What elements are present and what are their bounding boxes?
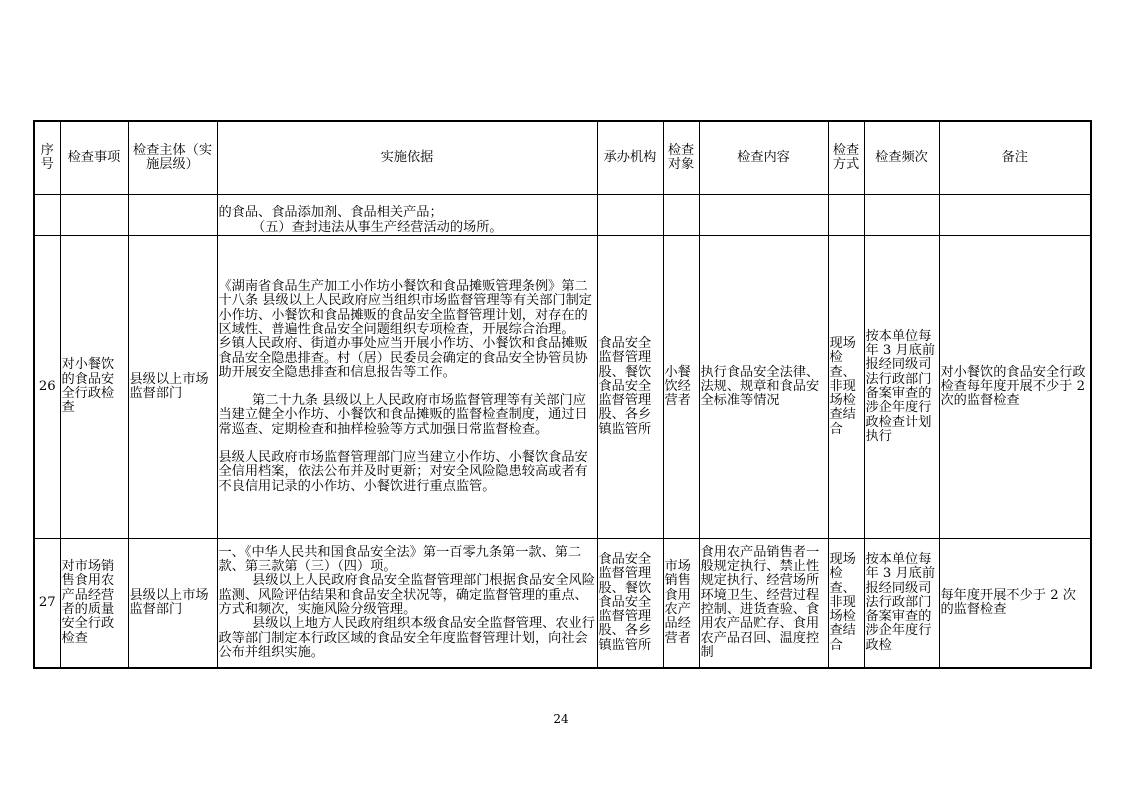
cell-no: 26 [34, 236, 60, 539]
cell-agency: 食品安全监督管理股、餐饮食品安全监督管理股、各乡镇监管所 [597, 236, 663, 539]
table-row-continuation [34, 195, 1091, 236]
basis-line: 一、《中华人民共和国食品安全法》第一百零九条第一款、第二款、第三款第（三）（四）项。 [218, 544, 582, 575]
cell-frequency: 按本单位每年 3 月底前报经同级司法行政部门备案审查的涉企年度行政检 [864, 539, 939, 669]
cell-subject: 县级以上市场监督部门 [128, 236, 217, 539]
header-no: 序号 [34, 121, 60, 195]
header-subject: 检查主体（实施层级） [128, 121, 217, 195]
cell-item: 对市场销售食用农产品经营者的质量安全行政检查 [60, 539, 128, 669]
basis-line: 第二十九条 县级以上人民政府市场监督管理等有关部门应当建立健全小作坊、小餐饮和食品摊贩的监督检查制度，通过日常巡查、定期检查和抽样检验等方式加强日常监督检查。 [218, 393, 588, 437]
basis-line: 《湖南省食品生产加工小作坊小餐饮和食品摊贩管理条例》第二十八条 县级以上人民政府应当组织市场监督管理等有关部门制定小作坊、小餐饮和食品摊贩的食品安全监督管理计划，对存在的区域性、普遍性食品安全问题组织专项检查，开展综合治理。 [218, 279, 592, 337]
header-row [34, 121, 1091, 195]
header-agency: 承办机构 [597, 121, 663, 195]
basis-line: 乡镇人民政府、街道办事处应当开展小作坊、小餐饮和食品摊贩食品安全隐患排查。村（居）民委员会确定的食品安全协管员协助开展安全隐患排查和信息报告等工作。 [218, 336, 588, 380]
cell-basis [217, 236, 597, 539]
page-number: 24 [553, 712, 569, 726]
header-frequency: 检查频次 [864, 121, 939, 195]
basis-line: 县级以上人民政府食品安全监督管理部门根据食品安全风险监测、风险评估结果和食品安全状况等，确定监督管理的重点、方式和频次，实施风险分级管理。 [218, 573, 595, 617]
basis-gap [219, 437, 596, 451]
table-row [34, 236, 1091, 539]
header-remark: 备注 [939, 121, 1091, 195]
cell-empty [597, 195, 663, 236]
header-method: 检查方式 [828, 121, 864, 195]
cell-frequency: 按本单位每年 3 月底前报经同级司法行政部门备案审查的涉企年度行政检查计划执行 [864, 236, 939, 539]
basis-line: （五）查封违法从事生产经营活动的场所。 [218, 219, 503, 235]
header-basis: 实施依据 [217, 121, 597, 195]
cell-empty [34, 195, 60, 236]
header-object: 检查对象 [663, 121, 699, 195]
cell-object: 市场销售食用农产品经营者 [663, 539, 699, 669]
cell-no: 27 [34, 539, 60, 669]
cell-content: 执行食品安全法律、法规、规章和食品安全标准等情况 [699, 236, 828, 539]
basis-line: 县级人民政府市场监督管理部门应当建立小作坊、小餐饮食品安全信用档案，依法公布并及时更新；对安全风险隐患较高或者有不良信用记录的小作坊、小餐饮进行重点监管。 [218, 450, 588, 494]
header-item: 检查事项 [60, 121, 128, 195]
cell-method: 现场检查、非现场检查结合 [828, 539, 864, 669]
inspection-table [33, 120, 1092, 669]
cell-content: 食用农产品销售者一般规定执行、禁止性规定执行、经营场所环境卫生、经营过程控制、进货查验、食用农产品贮存、食用农产品召回、温度控制 [699, 539, 828, 669]
cell-empty [828, 195, 864, 236]
cell-agency: 食品安全监督管理股、餐饮食品安全监督管理股、各乡镇监管所 [597, 539, 663, 669]
cell-method: 现场检查、非现场检查结合 [828, 236, 864, 539]
cell-basis [217, 539, 597, 669]
cell-empty [663, 195, 699, 236]
cell-empty [699, 195, 828, 236]
cell-remark: 对小餐饮的食品安全行政检查每年度开展不少于 2 次的监督检查 [939, 236, 1091, 539]
table-row [34, 539, 1091, 669]
cell-subject: 县级以上市场监督部门 [128, 539, 217, 669]
cell-empty [128, 195, 217, 236]
cell-empty [939, 195, 1091, 236]
cell-empty [864, 195, 939, 236]
basis-line: 的食品、食品添加剂、食品相关产品； [218, 205, 443, 221]
cell-basis [217, 195, 597, 236]
cell-object: 小餐饮经营者 [663, 236, 699, 539]
cell-item: 对小餐饮的食品安全行政检查 [60, 236, 128, 539]
basis-line: 县级以上地方人民政府组织本级食品安全监督管理、农业行政等部门制定本行政区域的食品安全年度监督管理计划，向社会公布并组织实施。 [218, 616, 595, 660]
header-content: 检查内容 [699, 121, 828, 195]
cell-empty [60, 195, 128, 236]
cell-remark: 每年度开展不少于 2 次的监督检查 [939, 539, 1091, 669]
